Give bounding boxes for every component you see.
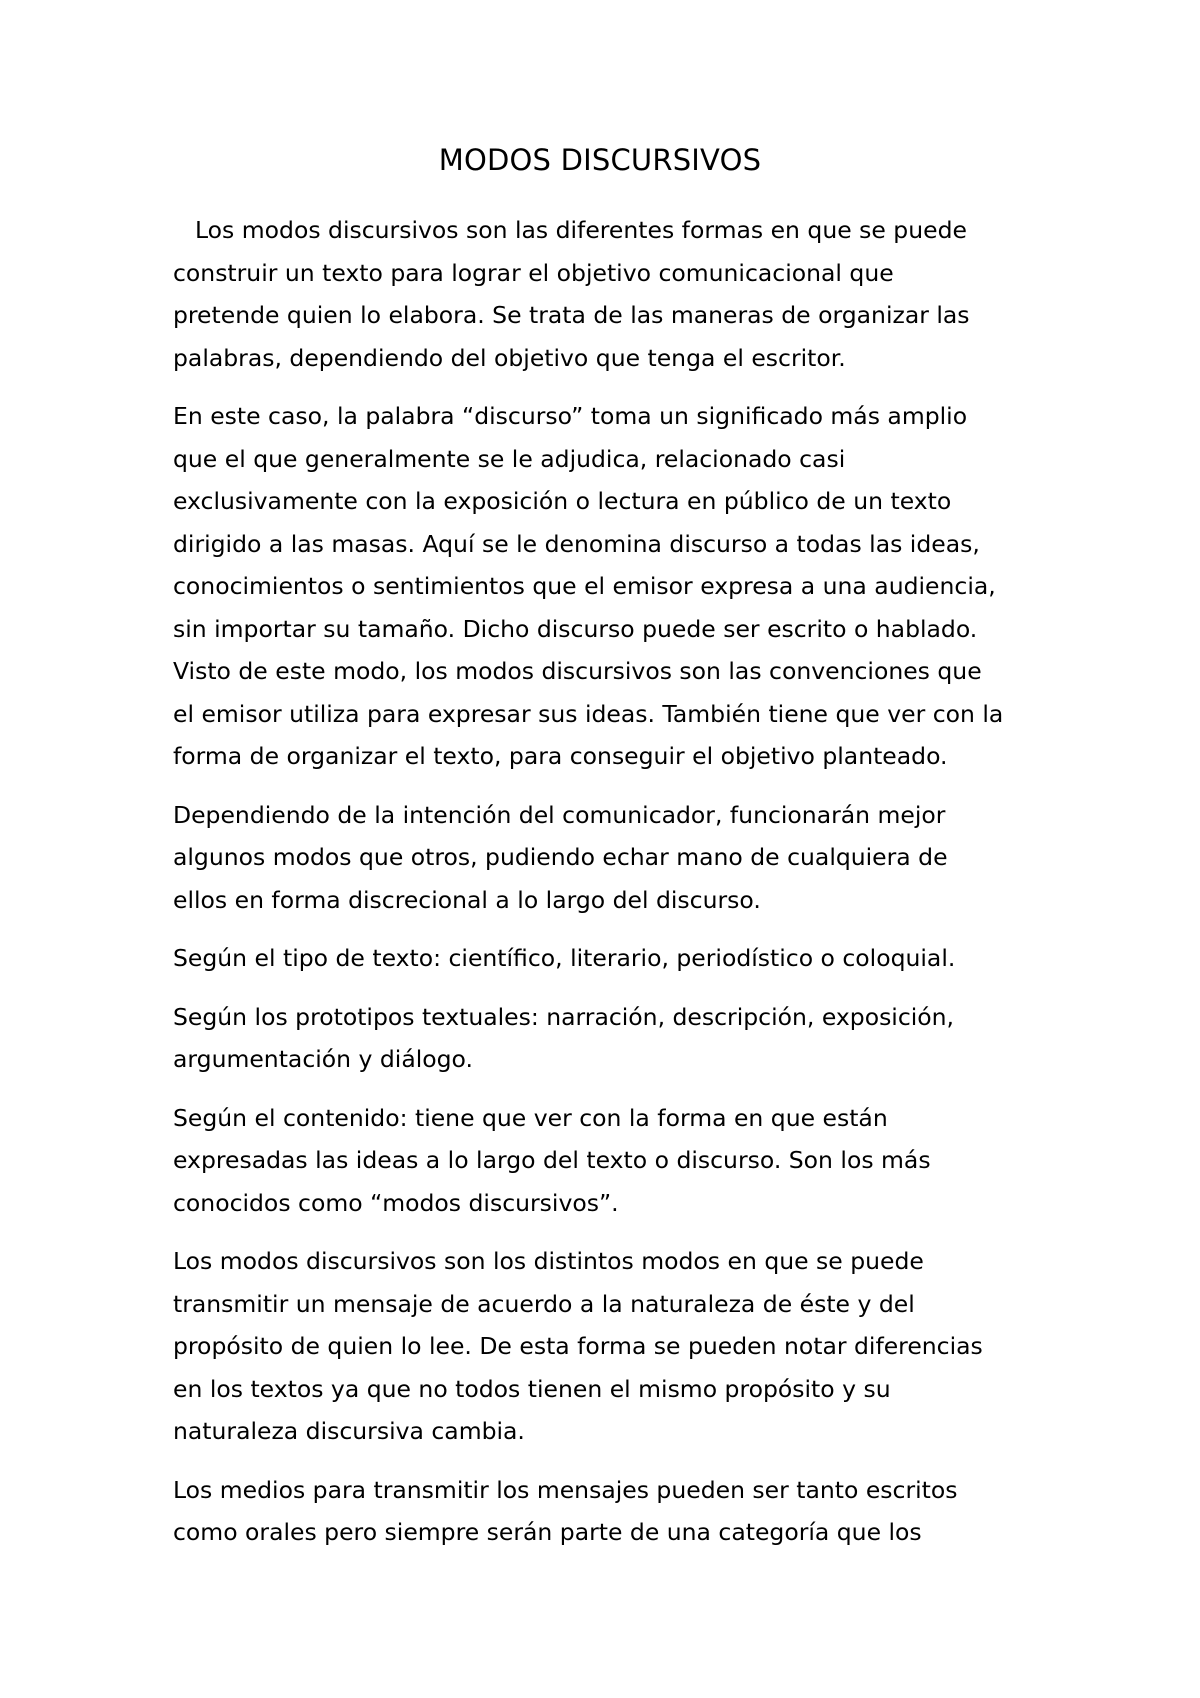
text-line: en los textos ya que no todos tienen el mismo propósito y su [173,1374,891,1403]
paragraph-contenido [173,1097,1053,1225]
text-line: ellos en forma discrecional a lo largo del discurso. [173,885,761,914]
text-line: Los medios para transmitir los mensajes pueden ser tanto escritos [173,1475,958,1504]
text-line: propósito de quien lo lee. De esta forma se pueden notar diferencias [173,1332,983,1360]
text-line: que el que generalmente se le adjudica, relacionado casi [173,444,846,473]
text-line: sin importar su tamaño. Dicho discurso puede ser escrito o hablado. [173,614,978,643]
text-line: Según los prototipos textuales: narración, descripción, exposición, [173,1002,955,1031]
text-line: conocidos como “modos discursivos”. [173,1188,619,1217]
text-line: Los modos discursivos son las diferentes formas en que se puede [195,216,967,244]
text-line: el emisor utiliza para expresar sus ideas. También tiene que ver con la [173,699,1004,728]
text-line: transmitir un mensaje de acuerdo a la naturaleza de éste y del [173,1289,915,1318]
text-line: argumentación y diálogo. [173,1045,473,1073]
paragraph-intencion [173,794,1053,922]
document-body [173,209,1053,1570]
text-line: pretende quien lo elabora. Se trata de las maneras de organizar las [173,301,970,329]
document-title: MODOS DISCURSIVOS [438,143,762,177]
text-line: construir un texto para lograr el objetivo comunicacional que [173,258,894,287]
paragraph-intro [173,209,1053,379]
text-line: Dependiendo de la intención del comunicador, funcionarán mejor [173,800,946,829]
text-line: naturaleza discursiva cambia. [173,1417,525,1445]
text-line: dirigido a las masas. Aquí se le denomina discurso a todas las ideas, [173,529,980,558]
text-line: Según el tipo de texto: científico, literario, periodístico o coloquial. [173,944,956,972]
text-line: forma de organizar el texto, para conseguir el objetivo planteado. [173,742,948,770]
text-line: Los modos discursivos son los distintos modos en que se puede [173,1247,924,1275]
paragraph-prototipos [173,996,1053,1081]
paragraph-tipo-texto [173,937,1053,980]
paragraph-medios [173,1469,1053,1554]
text-line: palabras, dependiendo del objetivo que tenga el escritor. [173,343,846,372]
text-line: algunos modos que otros, pudiendo echar mano de cualquiera de [173,843,948,871]
text-line: Según el contenido: tiene que ver con la forma en que están [173,1103,888,1132]
text-line: expresadas las ideas a lo largo del texto o discurso. Son los más [173,1146,931,1174]
text-line: exclusivamente con la exposición o lectura en público de un texto [173,487,952,515]
text-line: Visto de este modo, los modos discursivos son las convenciones que [173,657,982,685]
paragraph-distintos-modos [173,1240,1053,1453]
text-line: En este caso, la palabra “discurso” toma un significado más amplio [173,402,968,430]
paragraph-discurso [173,395,1053,778]
text-line: conocimientos o sentimientos que el emisor expresa a una audiencia, [173,572,996,600]
text-line: como orales pero siempre serán parte de una categoría que los [173,1518,922,1546]
